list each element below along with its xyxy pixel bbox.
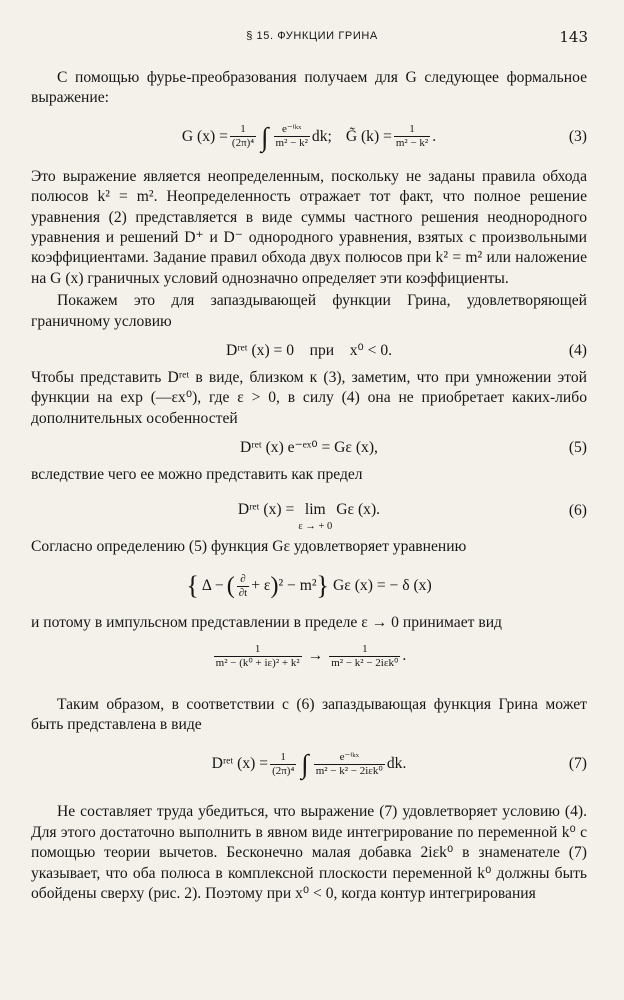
equation-3 [31,116,587,158]
eq-lim-end: . [402,647,407,665]
eq3-dk: dk; [311,127,332,145]
eq7-integral-sign: ∫ [301,749,309,780]
eq3-frac1-denominator: (2π)⁴ [231,137,255,150]
eq7-fraction-1 [270,751,296,778]
eq-lim-fraction-2 [329,643,400,670]
eq3-end: . [432,127,437,145]
eq7-fraction-2 [314,751,385,778]
eq3-number: (3) [568,127,587,145]
equation-6 [31,491,587,531]
running-head: § 15. ФУНКЦИИ ГРИНА [246,30,378,42]
eq3-frac2-numerator: e⁻ⁱᵏˣ [282,123,302,136]
eq-delta-term: Δ − [201,576,224,594]
eq3-fraction-1 [230,123,256,150]
paragraph-4: Чтобы представить Dʳᵉᵗ в виде, близком к (3), заметим, что при умножении этой функции на exp (—εx⁰), где ε > 0, в силу (4) она не приобретает каких-либо дополнительных особенностей [31,369,587,427]
equation-7 [31,742,587,786]
eq-lim-f1-numerator: 1 [254,643,261,655]
eq-paren-close: ) [270,572,279,599]
eq-brace-open: { [186,571,199,601]
eq-lim-f2-numerator: 1 [362,643,368,655]
eq-derivative-denominator: ∂t [238,586,248,599]
equation-momentum-limit [31,637,587,677]
paragraph-9: Не составляет труда убедиться, что выражение (7) удовлетворяет условию (4). Для этого достаточно выполнить в явном виде интегрирование по переменной k⁰ с помощью теории вычетов. Бесконечно малая добавка 2iεk⁰ в знаменателе (7) указывает, что оба полюса в комплексной плоскости переменной k⁰ должны быть обойдены сверху (рис. 2). Поэтому при x⁰ < 0, когда контур интегрирования [31,803,587,902]
eq7-f1-numerator: 1 [280,750,286,763]
eq3-lhs: G (x) = [181,127,228,145]
paragraph-8: Таким образом, в соответствии с (6) запаздывающая функция Грина может быть представлена в виде [31,695,587,733]
equation-green-epsilon [31,561,587,611]
eq3-frac3-denominator: m² − k² [395,137,429,150]
eq3-frac1-numerator: 1 [240,123,246,136]
paragraph-5: вследствие чего ее можно представить как предел [31,466,363,484]
eq6-lhs: Dʳᵉᵗ (x) = [237,501,295,519]
eq-square-minus-m2: ² − m² [278,576,317,594]
eq6-lim-subscript: ε → + 0 [298,520,333,532]
eq-lim-f2-denominator: m² − k² − 2iεk⁰ [331,657,399,669]
eq3-integral-sign: ∫ [261,121,269,152]
paragraph-1: С помощью фурье-преобразования получаем для G следующее формальное выражение: [31,69,587,107]
eq7-f2-denominator: m² − k² − 2iεk⁰ [315,764,383,777]
eq-lim-fraction-1 [214,643,302,670]
eq-derivative-numerator: ∂ [240,572,246,585]
eq-plus-epsilon: + ε [251,576,271,594]
eq-lim-arrow: → [307,647,324,665]
eq6-lim-word: lim [304,501,326,519]
equation-4 [31,338,587,364]
eq4-text: Dʳᵉᵗ (x) = 0 при x⁰ < 0. [225,341,393,359]
eq5-number: (5) [568,439,587,457]
eq4-number: (4) [568,341,587,359]
page-body [31,68,587,904]
eq7-f2-numerator: e⁻ⁱᵏˣ [339,750,359,763]
eq7-f1-denominator: (2π)⁴ [272,764,295,777]
eq-lim-f1-denominator: m² − (k⁰ + iε)² + k² [215,657,300,669]
eq7-dk: dk. [386,755,407,773]
eq-paren-open: ( [226,572,235,599]
eq6-rhs: Gε (x). [336,501,381,519]
eq3-fraction-2 [274,123,310,150]
paragraph-3: Покажем это для запаздывающей функции Грина, удовлетворяющей граничному условию [31,292,587,330]
eq7-lhs: Dʳᵉᵗ (x) = [211,755,269,773]
eq6-limit [298,500,332,532]
eq-brace-close: } [316,571,330,601]
eq-rhs: Gε (x) = − δ (x) [333,576,432,594]
page-number: 143 [559,28,588,46]
eq3-fraction-3 [394,123,430,150]
paragraph-7: и потому в импульсном представлении в пределе ε → 0 принимает вид [31,614,502,632]
eq3-frac3-numerator: 1 [409,123,415,136]
eq5-text: Dʳᵉᵗ (x) e⁻ᵉˣ⁰ = Gε (x), [240,439,378,457]
eq3-gtilde: G̃ (k) = [345,127,392,145]
eq-derivative-fraction [237,573,250,600]
equation-5 [31,435,587,461]
eq6-number: (6) [568,501,587,519]
eq3-frac2-denominator: m² − k² [275,137,308,150]
eq7-number: (7) [568,755,587,773]
paragraph-2: Это выражение является неопределенным, поскольку не заданы правила обхода полюсов k² = m². Неопределенность отражает тот факт, что полное решение уравнения (2) представляется в виде суммы частного решения неоднородного уравнения и решений D⁺ и D⁻ однородного уравнения, взятых с произвольными коэффициентами. Задание правил обхода двух полюсов при k² = m² или наложение на G (x) граничных условий однозначно определяет эти коэффициенты. [31,167,587,287]
paragraph-6: Согласно определению (5) функция Gε удовлетворяет уравнению [31,537,467,555]
page-header [0,28,624,48]
